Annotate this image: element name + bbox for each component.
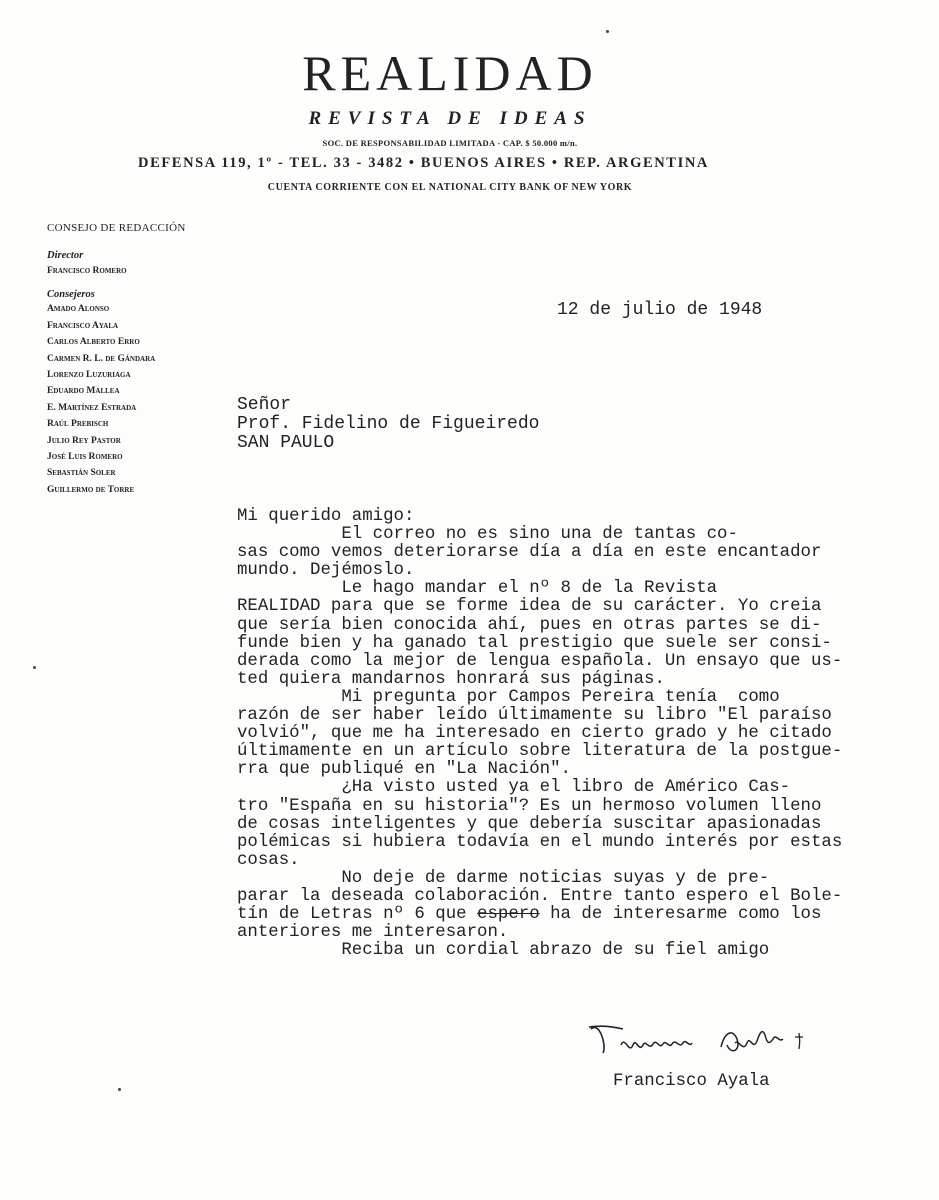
director-name: Francisco Romero xyxy=(47,266,127,276)
body-line: No deje de darme noticias suyas y de pre- xyxy=(237,868,770,888)
body-line: de cosas inteligentes y que debería suscitar apasionadas xyxy=(237,814,822,834)
council-member: E. Martínez Estrada xyxy=(47,402,137,413)
line-part: tín de Letras nº 6 que xyxy=(237,905,478,925)
body-line: rra que publiqué en "La Nación". xyxy=(237,760,571,780)
council-member: Julio Rey Pastor xyxy=(47,435,121,446)
body-line: Le hago mandar el nº 8 de la Revista xyxy=(237,579,718,599)
recipient-block xyxy=(237,396,539,453)
body-line: parar la deseada colaboración. Entre tanto espero el Bole- xyxy=(237,886,843,906)
struck-word: espero xyxy=(477,905,540,925)
council-member: José Luis Romero xyxy=(47,452,123,463)
body-line-with-strikeout xyxy=(237,906,842,924)
editorial-board xyxy=(47,222,227,498)
recipient-line: Prof. Fidelino de Figueiredo xyxy=(237,414,540,434)
council-member: Lorenzo Luzuriaga xyxy=(47,370,131,381)
board-heading: CONSEJO DE REDACCIÓN xyxy=(47,222,186,234)
council-member: Guillermo de Torre xyxy=(47,484,135,495)
masthead-address: DEFENSA 119, 1º - TEL. 33 - 3482 • BUENOS AIRES • REP. ARGENTINA xyxy=(138,155,709,171)
body-line: últimamente en un artículo sobre literatura de la postgue- xyxy=(237,742,843,762)
body-line: sas como vemos deteriorarse día a día en este encantador xyxy=(237,543,822,563)
body-line: mundo. Dejémoslo. xyxy=(237,561,415,581)
masthead-title: REALIDAD xyxy=(302,45,598,101)
body-line: anteriores me interesaron. xyxy=(237,923,509,943)
closing-line: Reciba un cordial abrazo de su fiel amigo xyxy=(237,941,770,961)
council-member: Sebastián Soler xyxy=(47,468,116,479)
council-member: Amado Alonso xyxy=(47,304,110,315)
council-member: Francisco Ayala xyxy=(47,320,119,331)
body-line: tro "España en su historia"? Es un hermoso volumen lleno xyxy=(237,796,822,816)
letter-date: 12 de julio de 1948 xyxy=(557,300,763,320)
body-line: derada como la mejor de lengua española. Un ensayo que us- xyxy=(237,651,843,671)
line-part: ha de interesarme como los xyxy=(539,905,822,925)
body-line: El correo no es sino una de tantas co- xyxy=(237,525,738,545)
council-member: Eduardo Mallea xyxy=(47,386,120,397)
body-line: que sería bien conocida ahí, pues en otras partes se di- xyxy=(237,615,822,635)
body-line: razón de ser haber leído últimamente su libro "El paraíso xyxy=(237,706,832,726)
recipient-line: SAN PAULO xyxy=(237,433,335,453)
body-line: volvió", que me ha interesado en cierto grado y he citado xyxy=(237,724,832,744)
masthead-bank: CUENTA CORRIENTE CON EL NATIONAL CITY BANK OF NEW YORK xyxy=(267,182,633,193)
council-member: Carmen R. L. de Gándara xyxy=(47,353,156,364)
director-label: Director xyxy=(47,250,84,261)
body-line: cosas. xyxy=(237,850,300,870)
body-line: Mi pregunta por Campos Pereira tenía como xyxy=(237,687,780,707)
letter-body xyxy=(237,508,842,960)
paper-speck xyxy=(118,1088,121,1091)
body-line: ted quiera mandarnos honrará sus páginas. xyxy=(237,669,665,689)
masthead-company: SOC. DE RESPONSABILIDAD LIMITADA - CAP. $ 50.000 m/n. xyxy=(322,138,578,148)
council-label: Consejeros xyxy=(47,289,95,301)
council-member: Raúl Prebisch xyxy=(47,419,109,430)
signer-name: Francisco Ayala xyxy=(613,1072,770,1091)
body-line: ¿Ha visto usted ya el libro de Américo Cas- xyxy=(237,778,791,798)
body-line: funde bien y ha ganado tal prestigio que suele ser consi- xyxy=(237,633,832,653)
body-line: polémicas si hubiera todavía en el mundo interés por estas xyxy=(237,832,843,852)
salutation: Mi querido amigo: xyxy=(237,507,415,526)
masthead-subtitle: REVISTA DE IDEAS xyxy=(308,108,592,129)
paper-speck xyxy=(606,30,609,33)
handwritten-signature xyxy=(585,1015,825,1065)
council-list xyxy=(47,301,227,498)
body-line: REALIDAD para que se forme idea de su carácter. Yo creia xyxy=(237,597,822,617)
recipient-line: Señor xyxy=(237,395,292,415)
paper-speck xyxy=(33,666,36,669)
council-member: Carlos Alberto Erro xyxy=(47,337,140,348)
